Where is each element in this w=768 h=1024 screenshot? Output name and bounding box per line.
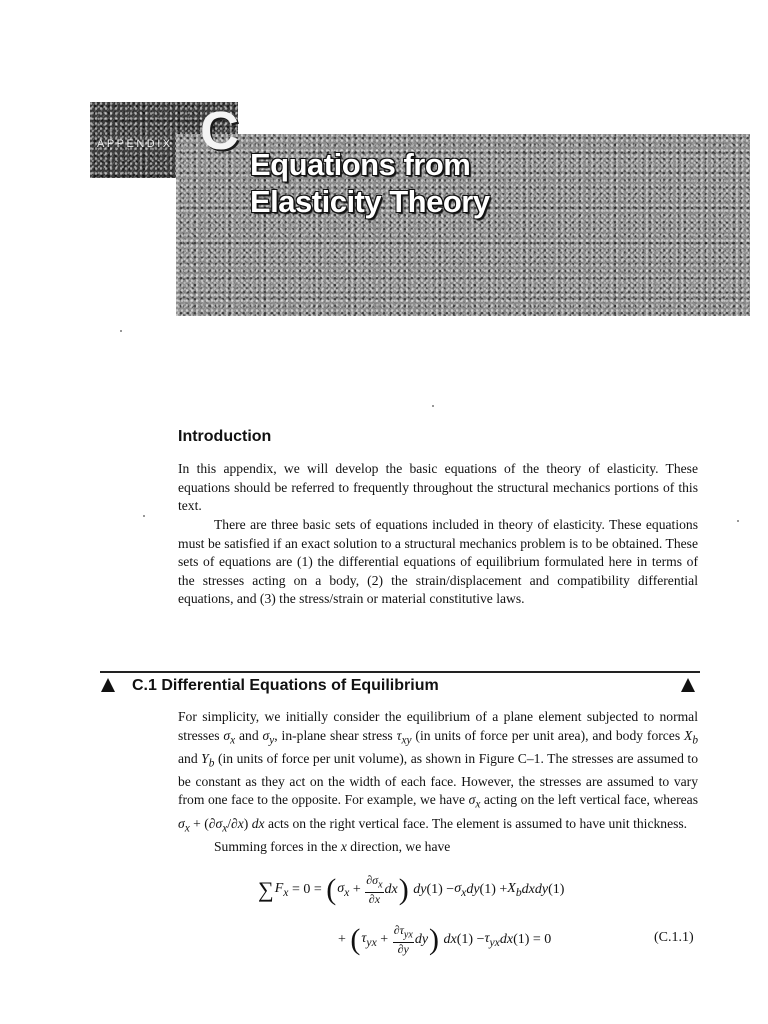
appendix-letter: C — [200, 101, 239, 161]
chapter-title-line-1: Equations from — [250, 147, 471, 182]
scan-speck — [432, 405, 434, 407]
chapter-title — [250, 146, 490, 220]
appendix-label: APPENDIX — [97, 138, 173, 150]
triangle-marker-icon — [101, 678, 115, 692]
section-paragraph-2: Summing forces in the x direction, we have — [214, 839, 451, 854]
section-heading: C.1 Differential Equations of Equilibrium — [132, 677, 439, 694]
scan-speck — [737, 520, 739, 522]
introduction-paragraph-1: In this appendix, we will develop the basic equations of the theory of elasticity. These equations should be referred to frequently throughout the structural mechanics portions of this text. — [178, 461, 698, 513]
introduction-paragraph-2: There are three basic sets of equations included in theory of elasticity. These equations must be satisfied if an exact solution to a structural mechanics problem is to be obtained. These sets of equations are (1) the differential equations of equilibrium formulated here in terms of the stresses acting on a body, (2) the strain/displacement and compatibility differential equations, and (3) the stress/strain or material constitutive laws. — [178, 517, 698, 606]
introduction-heading: Introduction — [178, 428, 272, 445]
equation-number: (C.1.1) — [654, 930, 694, 945]
equation-c-1-1-line-1: ∑ $F_x$ = 0 = ( $\sigma_x$ + $\frac{\partial\sigma_x}{\partial x}$ dx ) dy (1) − $\sigma_x$ dy (1) + $X_b$ dx dy (1) — [258, 873, 565, 906]
scan-speck — [143, 515, 145, 517]
equation-c-1-1-line-2: + ( $\tau_{yx}$ + $\frac{\partial\tau_{yx}}{\partial y}$ dy ) dx (1) − $\tau_{yx}$ dx (1) = 0 — [338, 923, 552, 956]
scan-speck — [120, 330, 122, 332]
triangle-marker-icon — [681, 678, 695, 692]
section-divider — [100, 671, 700, 673]
chapter-title-line-2: Elasticity Theory — [250, 184, 490, 219]
section-paragraph-1: For simplicity, we initially consider the equilibrium of a plane element subjected to normal stresses $\sigma_x$ and $\sigma_y$, in-plane shear stress $\tau_{xy}$ (in units of force per unit area), and body forces $X_b$ and $Y_b$ (in units of force per unit volume), as shown in Figure C–1. The stresses are assumed to be constant as they act on the width of each face. However, the stresses are assumed to vary from one face to the opposite. For example, we have $\sigma_x$ acting on the left vertical face, whereas $\sigma_x + (\partial\sigma_x/\partial x)$ dx acts on the right vertical face. The element is assumed to have unit thickness. — [178, 709, 698, 835]
